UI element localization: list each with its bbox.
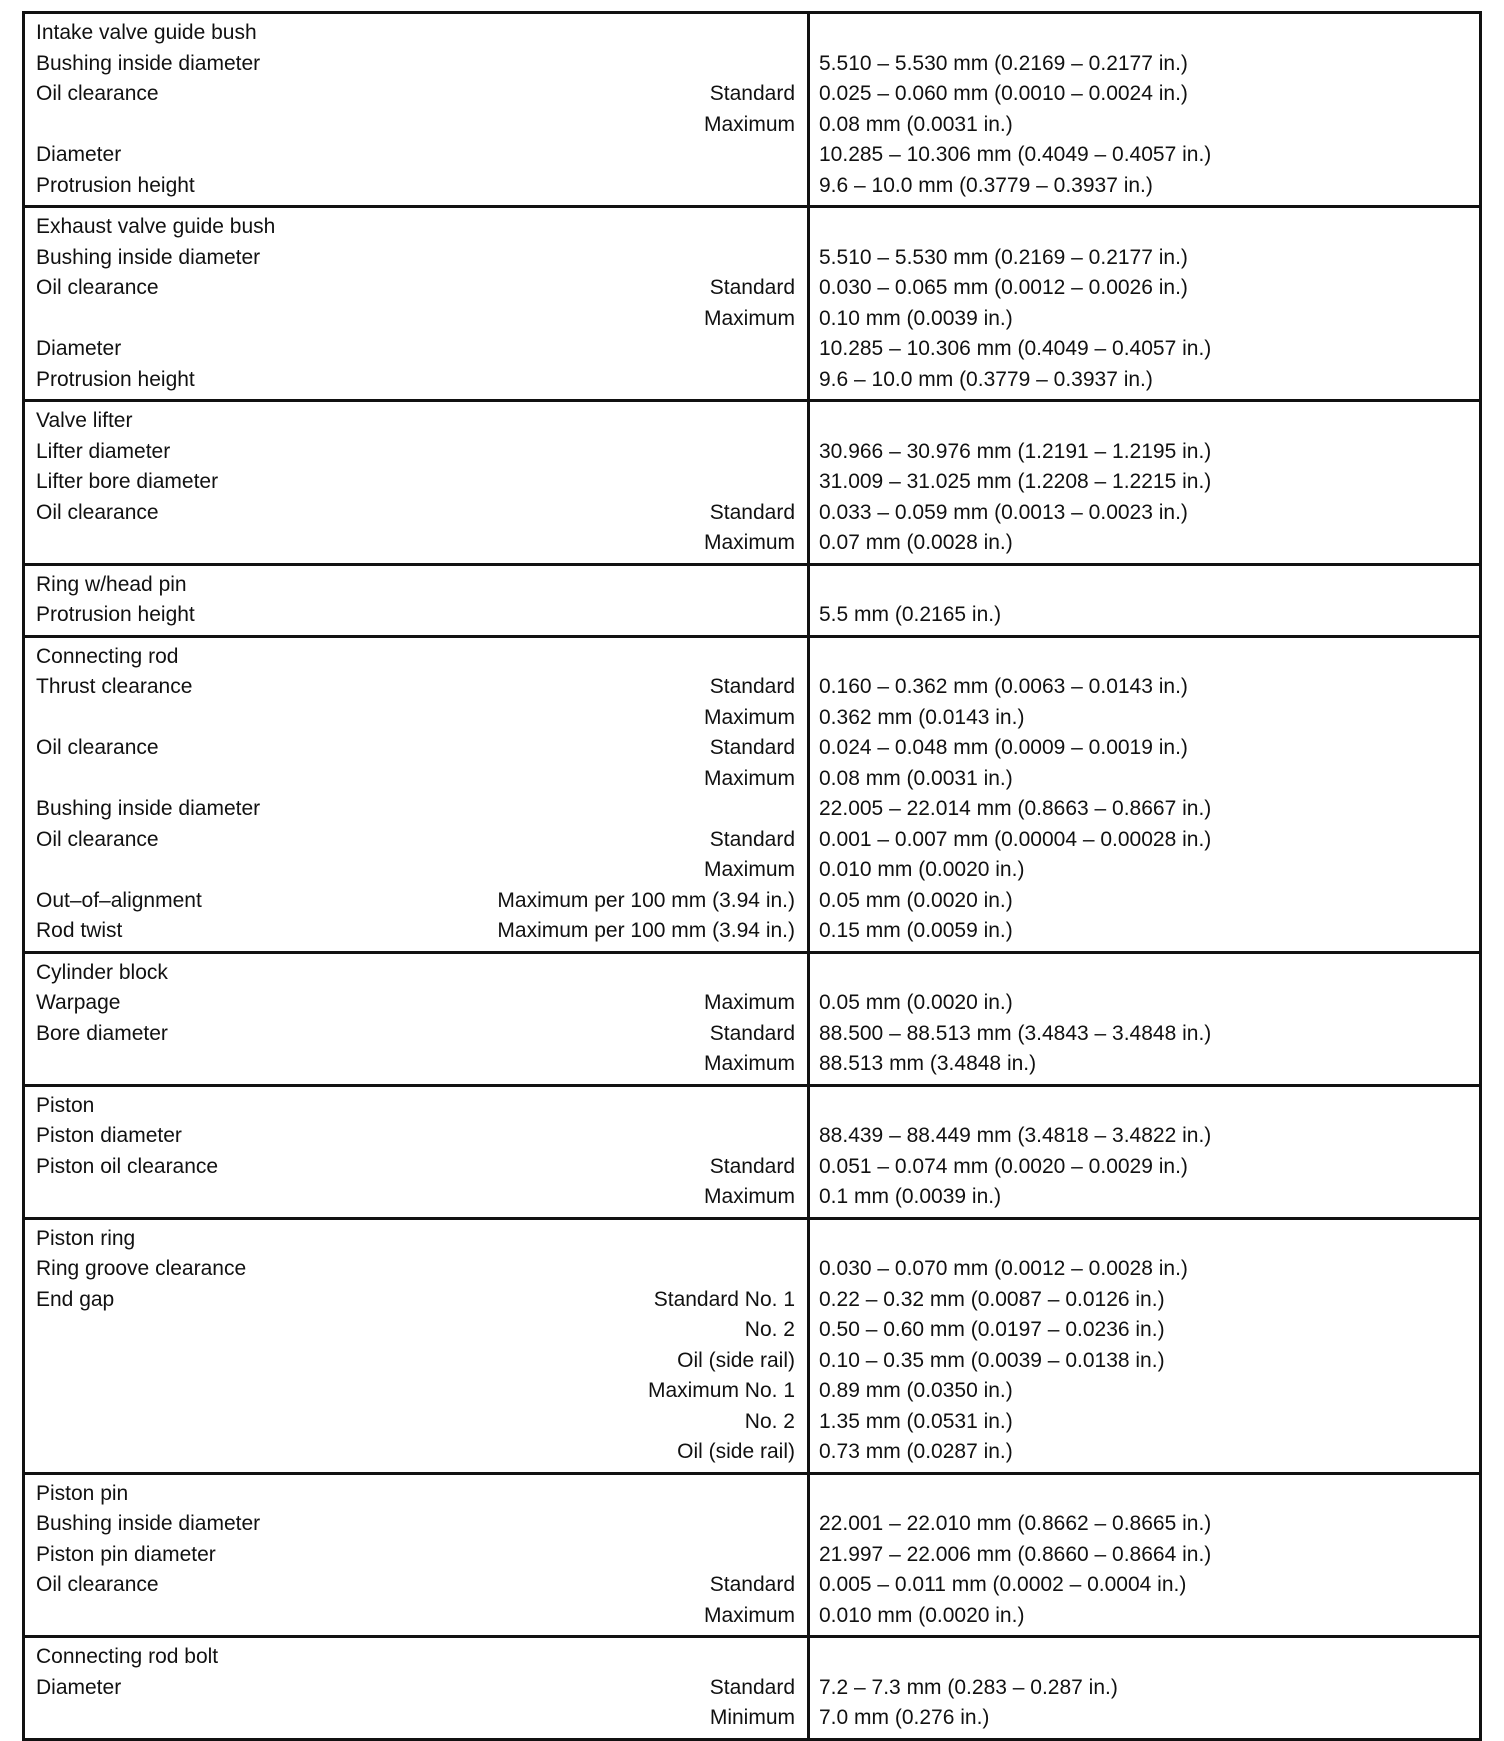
spec-value: 7.0 mm (0.276 in.) xyxy=(819,1706,990,1729)
spec-condition: Standard xyxy=(709,736,795,759)
spec-label: Oil clearance xyxy=(36,500,159,524)
spec-row xyxy=(36,764,795,795)
spec-condition: Standard xyxy=(709,1675,795,1699)
spec-row xyxy=(36,1540,795,1571)
spec-row xyxy=(36,243,795,274)
spec-row xyxy=(36,886,795,917)
section-labels xyxy=(25,566,810,635)
spec-value: 22.005 – 22.014 mm (0.8663 – 0.8667 in.) xyxy=(819,797,1212,820)
value-spacer xyxy=(819,18,1471,49)
spec-value: 22.001 – 22.010 mm (0.8662 – 0.8665 in.) xyxy=(819,1512,1212,1535)
spec-condition: Maximum per 100 mm (3.94 in.) xyxy=(497,888,795,912)
spec-row xyxy=(36,1182,795,1213)
spec-label: End gap xyxy=(36,1287,115,1311)
spec-row xyxy=(36,1601,795,1632)
spec-value: 0.73 mm (0.0287 in.) xyxy=(819,1440,1013,1463)
spec-row xyxy=(36,1049,795,1080)
spec-condition: Standard xyxy=(709,1021,795,1045)
spec-value: 1.35 mm (0.0531 in.) xyxy=(819,1409,1013,1433)
spec-value: 0.15 mm (0.0059 in.) xyxy=(819,919,1013,942)
spec-row xyxy=(36,1673,795,1704)
section-title: Connecting rod bolt xyxy=(36,1645,219,1668)
spec-value: 0.05 mm (0.0020 in.) xyxy=(819,888,1013,912)
spec-label: Thrust clearance xyxy=(36,675,193,698)
spec-condition: Maximum xyxy=(703,531,795,554)
spec-row xyxy=(36,528,795,559)
spec-row xyxy=(36,79,795,110)
spec-label: Bore diameter xyxy=(36,1021,168,1045)
spec-value: 0.160 – 0.362 mm (0.0063 – 0.0143 in.) xyxy=(819,675,1188,698)
spec-section xyxy=(25,635,1479,951)
spec-condition: Standard xyxy=(709,675,795,698)
spec-condition: Standard xyxy=(709,827,795,851)
value-spacer xyxy=(819,1479,1471,1510)
spec-section xyxy=(25,563,1479,635)
spec-value: 0.07 mm (0.0028 in.) xyxy=(819,531,1013,554)
spec-value: 0.08 mm (0.0031 in.) xyxy=(819,766,1013,790)
spec-row xyxy=(36,1315,795,1346)
section-labels xyxy=(25,14,810,205)
spec-condition: Maximum xyxy=(703,705,795,729)
spec-row xyxy=(36,703,795,734)
spec-value: 88.513 mm (3.4848 in.) xyxy=(819,1052,1037,1075)
spec-condition: Maximum xyxy=(703,991,795,1014)
spec-row xyxy=(36,1407,795,1438)
spec-condition: Maximum xyxy=(703,1052,795,1075)
spec-section xyxy=(25,951,1479,1084)
spec-label: Protrusion height xyxy=(36,367,195,391)
spec-label: Lifter bore diameter xyxy=(36,470,219,493)
value-spacer xyxy=(819,1091,1471,1122)
spec-row xyxy=(36,171,795,202)
spec-value: 5.510 – 5.530 mm (0.2169 – 0.2177 in.) xyxy=(819,51,1188,75)
spec-label: Bushing inside diameter xyxy=(36,245,261,269)
spec-value: 0.030 – 0.070 mm (0.0012 – 0.0028 in.) xyxy=(819,1257,1188,1280)
spec-section xyxy=(25,205,1479,399)
spec-row xyxy=(36,1285,795,1316)
value-spacer xyxy=(819,570,1471,601)
section-values xyxy=(810,208,1479,399)
spec-row xyxy=(36,49,795,80)
spec-condition: Maximum xyxy=(703,1603,795,1627)
spec-condition: Maximum per 100 mm (3.94 in.) xyxy=(497,919,795,942)
section-values xyxy=(810,14,1479,205)
spec-label: Warpage xyxy=(36,991,121,1014)
spec-value: 0.010 mm (0.0020 in.) xyxy=(819,1603,1025,1627)
section-values xyxy=(810,1220,1479,1472)
spec-value: 0.033 – 0.059 mm (0.0013 – 0.0023 in.) xyxy=(819,500,1188,524)
spec-label: Piston oil clearance xyxy=(36,1154,219,1178)
spec-condition: Standard xyxy=(709,1573,795,1596)
spec-row xyxy=(36,600,795,631)
spec-row xyxy=(36,988,795,1019)
section-title: Valve lifter xyxy=(36,409,133,432)
value-spacer xyxy=(819,1224,1471,1255)
spec-row xyxy=(36,1703,795,1734)
spec-value: 0.08 mm (0.0031 in.) xyxy=(819,112,1013,136)
spec-condition: Oil (side rail) xyxy=(677,1348,795,1372)
spec-value: 0.89 mm (0.0350 in.) xyxy=(819,1379,1013,1402)
spec-value: 0.001 – 0.007 mm (0.00004 – 0.00028 in.) xyxy=(819,827,1212,851)
spec-value: 5.5 mm (0.2165 in.) xyxy=(819,603,1002,626)
section-values xyxy=(810,1087,1479,1217)
section-labels xyxy=(25,208,810,399)
spec-label: Out–of–alignment xyxy=(36,888,202,912)
spec-condition: No. 2 xyxy=(744,1409,795,1433)
spec-condition: Standard xyxy=(709,500,795,524)
spec-value: 0.025 – 0.060 mm (0.0010 – 0.0024 in.) xyxy=(819,82,1188,105)
spec-row xyxy=(36,304,795,335)
section-labels xyxy=(25,1475,810,1636)
spec-condition: Standard xyxy=(709,82,795,105)
section-labels xyxy=(25,954,810,1084)
spec-label: Diameter xyxy=(36,337,122,360)
spec-label: Oil clearance xyxy=(36,736,159,759)
spec-label: Bushing inside diameter xyxy=(36,51,261,75)
spec-label: Oil clearance xyxy=(36,1573,159,1596)
spec-condition: Maximum xyxy=(703,766,795,790)
section-title: Ring w/head pin xyxy=(36,572,187,596)
spec-condition: Standard xyxy=(709,1154,795,1178)
spec-value: 9.6 – 10.0 mm (0.3779 – 0.3937 in.) xyxy=(819,367,1153,391)
spec-row xyxy=(36,1346,795,1377)
section-values xyxy=(810,954,1479,1084)
spec-value: 0.50 – 0.60 mm (0.0197 – 0.0236 in.) xyxy=(819,1318,1165,1341)
spec-value: 5.510 – 5.530 mm (0.2169 – 0.2177 in.) xyxy=(819,245,1188,269)
spec-condition: Maximum xyxy=(703,112,795,136)
spec-label: Protrusion height xyxy=(36,603,195,626)
spec-row xyxy=(36,1437,795,1468)
spec-row xyxy=(36,110,795,141)
spec-value: 21.997 – 22.006 mm (0.8660 – 0.8664 in.) xyxy=(819,1542,1212,1566)
section-title: Intake valve guide bush xyxy=(36,21,257,44)
spec-value: 30.966 – 30.976 mm (1.2191 – 1.2195 in.) xyxy=(819,439,1212,463)
spec-value: 0.05 mm (0.0020 in.) xyxy=(819,991,1013,1014)
spec-row xyxy=(36,273,795,304)
spec-condition: Maximum xyxy=(703,306,795,330)
spec-value: 7.2 – 7.3 mm (0.283 – 0.287 in.) xyxy=(819,1675,1118,1699)
spec-table xyxy=(22,11,1482,1741)
spec-condition: Maximum xyxy=(703,858,795,881)
spec-value: 9.6 – 10.0 mm (0.3779 – 0.3937 in.) xyxy=(819,173,1153,197)
section-values xyxy=(810,1475,1479,1636)
section-labels xyxy=(25,402,810,563)
spec-label: Diameter xyxy=(36,143,122,166)
section-values xyxy=(810,402,1479,563)
spec-section xyxy=(25,1217,1479,1472)
section-title: Connecting rod xyxy=(36,644,179,668)
value-spacer xyxy=(819,642,1471,673)
spec-label: Oil clearance xyxy=(36,82,159,105)
spec-row xyxy=(36,437,795,468)
spec-value: 0.10 – 0.35 mm (0.0039 – 0.0138 in.) xyxy=(819,1348,1165,1372)
spec-section xyxy=(25,1472,1479,1636)
spec-row xyxy=(36,1254,795,1285)
spec-row xyxy=(36,794,795,825)
spec-value: 0.051 – 0.074 mm (0.0020 – 0.0029 in.) xyxy=(819,1154,1188,1178)
spec-condition: No. 2 xyxy=(744,1318,795,1341)
spec-value: 0.005 – 0.011 mm (0.0002 – 0.0004 in.) xyxy=(819,1573,1187,1596)
section-labels xyxy=(25,1087,810,1217)
value-spacer xyxy=(819,1642,1471,1673)
spec-row xyxy=(36,334,795,365)
spec-value: 0.010 mm (0.0020 in.) xyxy=(819,858,1025,881)
spec-label: Protrusion height xyxy=(36,173,195,197)
section-labels xyxy=(25,1638,810,1738)
spec-row xyxy=(36,733,795,764)
spec-row xyxy=(36,1509,795,1540)
spec-label: Bushing inside diameter xyxy=(36,797,261,820)
spec-value: 0.22 – 0.32 mm (0.0087 – 0.0126 in.) xyxy=(819,1287,1165,1311)
section-labels xyxy=(25,638,810,951)
spec-row xyxy=(36,467,795,498)
spec-section xyxy=(25,14,1479,205)
section-title: Piston xyxy=(36,1093,95,1117)
spec-label: Ring groove clearance xyxy=(36,1257,247,1280)
spec-section xyxy=(25,1635,1479,1738)
spec-condition: Maximum xyxy=(703,1185,795,1208)
spec-label: Lifter diameter xyxy=(36,439,171,463)
spec-row xyxy=(36,1121,795,1152)
section-values xyxy=(810,1638,1479,1738)
spec-label: Rod twist xyxy=(36,919,123,942)
spec-row xyxy=(36,916,795,947)
spec-section xyxy=(25,399,1479,563)
spec-value: 0.362 mm (0.0143 in.) xyxy=(819,705,1025,729)
section-title: Cylinder block xyxy=(36,960,168,984)
section-title: Exhaust valve guide bush xyxy=(36,215,276,238)
spec-row xyxy=(36,140,795,171)
spec-condition: Standard xyxy=(709,276,795,299)
spec-section xyxy=(25,1084,1479,1217)
spec-value: 0.10 mm (0.0039 in.) xyxy=(819,306,1013,330)
spec-label: Bushing inside diameter xyxy=(36,1512,261,1535)
spec-value: 88.500 – 88.513 mm (3.4843 – 3.4848 in.) xyxy=(819,1021,1212,1045)
spec-row xyxy=(36,1570,795,1601)
spec-value: 0.1 mm (0.0039 in.) xyxy=(819,1185,1002,1208)
value-spacer xyxy=(819,212,1471,243)
spec-row xyxy=(36,498,795,529)
section-values xyxy=(810,638,1479,951)
spec-label: Piston pin diameter xyxy=(36,1542,216,1566)
spec-value: 10.285 – 10.306 mm (0.4049 – 0.4057 in.) xyxy=(819,337,1212,360)
section-title: Piston ring xyxy=(36,1226,136,1250)
spec-value: 0.024 – 0.048 mm (0.0009 – 0.0019 in.) xyxy=(819,736,1188,759)
spec-value: 0.030 – 0.065 mm (0.0012 – 0.0026 in.) xyxy=(819,276,1188,299)
spec-row xyxy=(36,1019,795,1050)
spec-label: Piston diameter xyxy=(36,1124,182,1147)
spec-condition: Minimum xyxy=(709,1706,795,1729)
spec-row xyxy=(36,855,795,886)
spec-row xyxy=(36,365,795,396)
spec-condition: Standard No. 1 xyxy=(653,1287,795,1311)
spec-value: 10.285 – 10.306 mm (0.4049 – 0.4057 in.) xyxy=(819,143,1212,166)
spec-value: 31.009 – 31.025 mm (1.2208 – 1.2215 in.) xyxy=(819,470,1212,493)
value-spacer xyxy=(819,406,1471,437)
spec-condition: Oil (side rail) xyxy=(677,1440,795,1463)
section-title: Piston pin xyxy=(36,1481,129,1505)
spec-row xyxy=(36,1376,795,1407)
spec-row xyxy=(36,672,795,703)
spec-label: Diameter xyxy=(36,1675,122,1699)
section-labels xyxy=(25,1220,810,1472)
spec-row xyxy=(36,1152,795,1183)
spec-value: 88.439 – 88.449 mm (3.4818 – 3.4822 in.) xyxy=(819,1124,1212,1147)
value-spacer xyxy=(819,958,1471,989)
section-values xyxy=(810,566,1479,635)
spec-row xyxy=(36,825,795,856)
spec-label: Oil clearance xyxy=(36,276,159,299)
spec-condition: Maximum No. 1 xyxy=(647,1379,795,1402)
spec-label: Oil clearance xyxy=(36,827,159,851)
